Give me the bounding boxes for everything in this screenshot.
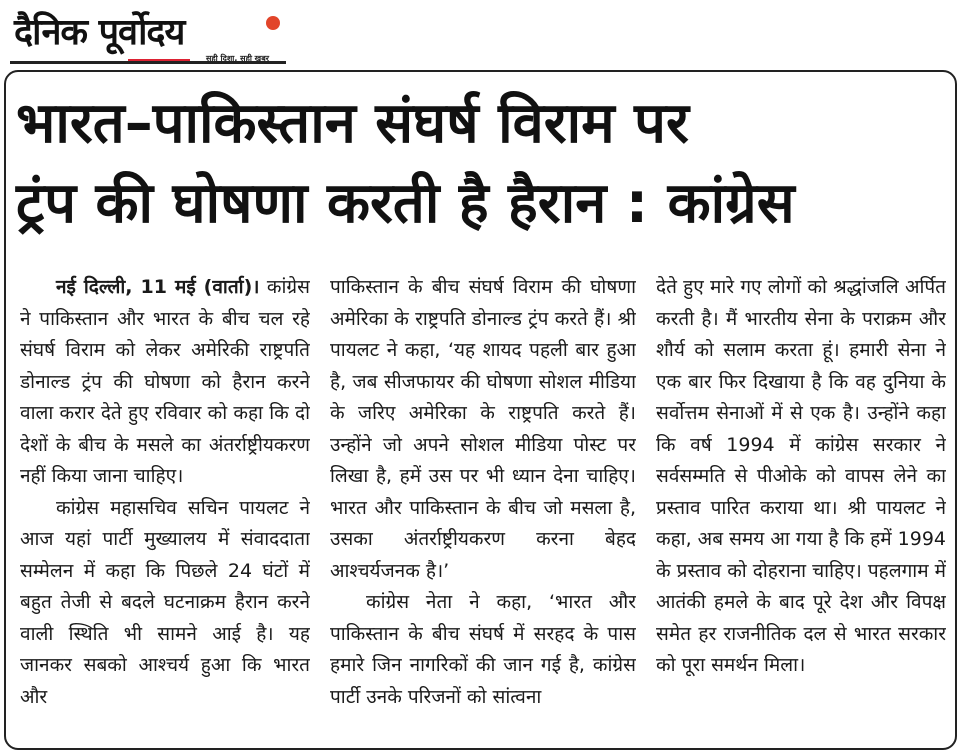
article-column-3: [656, 272, 946, 732]
article-paragraph: कांग्रेस महासचिव सचिन पायलट ने आज यहां पार्टी मुख्यालय में संवाददाता सम्मेलन में कहा कि पिछले 24 घंटों में बहुत तेजी से बदले घटनाक्रम हैरान करने वाली स्थिति भी सामने आई है। यह जानकर सबको आश्चर्य हुआ कि भारत और: [20, 496, 310, 708]
newspaper-logo: दैनिक पूर्वोदय: [14, 12, 185, 53]
headline-line-2: ट्रंप की घोषणा करती है हैरान : कांग्रेस: [16, 171, 795, 236]
masthead-tagline: सही दिशा, सही खबर: [206, 54, 270, 63]
article-paragraph: कांग्रेस नेता ने कहा, ‘भारत और पाकिस्तान के बीच संघर्ष में सरहद के पास हमारे जिन नागरिकों की जान गई है, कांग्रेस पार्टी उनके परिजनों को सांत्वना: [330, 591, 636, 708]
logo-dot-icon: [266, 16, 280, 30]
article-paragraph: [20, 272, 310, 493]
article-headline: [16, 84, 946, 244]
dateline: नई दिल्ली, 11 मई (वार्ता)।: [56, 276, 260, 298]
paragraph-text: कांग्रेस ने पाकिस्तान और भारत के बीच चल रहे संघर्ष विराम को लेकर अमेरिकी राष्ट्रपति डोनाल्ड ट्रंप की घोषणा को हैरान करने वाला करार देते हुए रविवार को कहा कि दो देशों के बीच के मसले का अंतर्राष्ट्रीयकरण नहीं किया जाना चाहिए।: [20, 276, 310, 487]
article-column-1: [20, 272, 310, 732]
masthead-accent-line: [128, 59, 190, 61]
article-column-2: [330, 272, 636, 732]
article-paragraph: देते हुए मारे गए लोगों को श्रद्धांजलि अर्पित करती है। मैं भारतीय सेना के पराक्रम और शौर्य को सलाम करता हूं। हमारी सेना ने एक बार फिर दिखाया है कि वह दुनिया के सर्वोत्तम सेनाओं में से एक है। उन्होंने कहा कि वर्ष 1994 में कांग्रेस सरकार ने सर्वसम्मति से पीओके को वापस लेने का प्रस्ताव पारित कराया था। श्री पायलट ने कहा, अब समय आ गया है कि हमें 1994 के प्रस्ताव को दोहराना चाहिए। पहलगाम में आतंकी हमले के बाद पूरे देश और विपक्ष समेत हर राजनीतिक दल से भारत सरकार को पूरा समर्थन मिला।: [656, 276, 946, 676]
article-paragraph: पाकिस्तान के बीच संघर्ष विराम की घोषणा अमेरिका के राष्ट्रपति डोनाल्ड ट्रंप करते हैं। श्री पायलट ने कहा, ‘यह शायद पहली बार हुआ है, जब सीजफायर की घोषणा सोशल मीडिया के जरिए अमेरिका के राष्ट्रपति करते हैं। उन्होंने जो अपने सोशल मीडिया पोस्ट पर लिखा है, हमें उस पर भी ध्यान देना चाहिए। भारत और पाकिस्तान के बीच जो मसला है, उसका अंतर्राष्ट्रीयकरण करना बेहद आश्चर्यजनक है।’: [330, 276, 636, 582]
masthead: [10, 4, 286, 70]
headline-line-1: भारत–पाकिस्तान संघर्ष विराम पर: [16, 91, 689, 156]
